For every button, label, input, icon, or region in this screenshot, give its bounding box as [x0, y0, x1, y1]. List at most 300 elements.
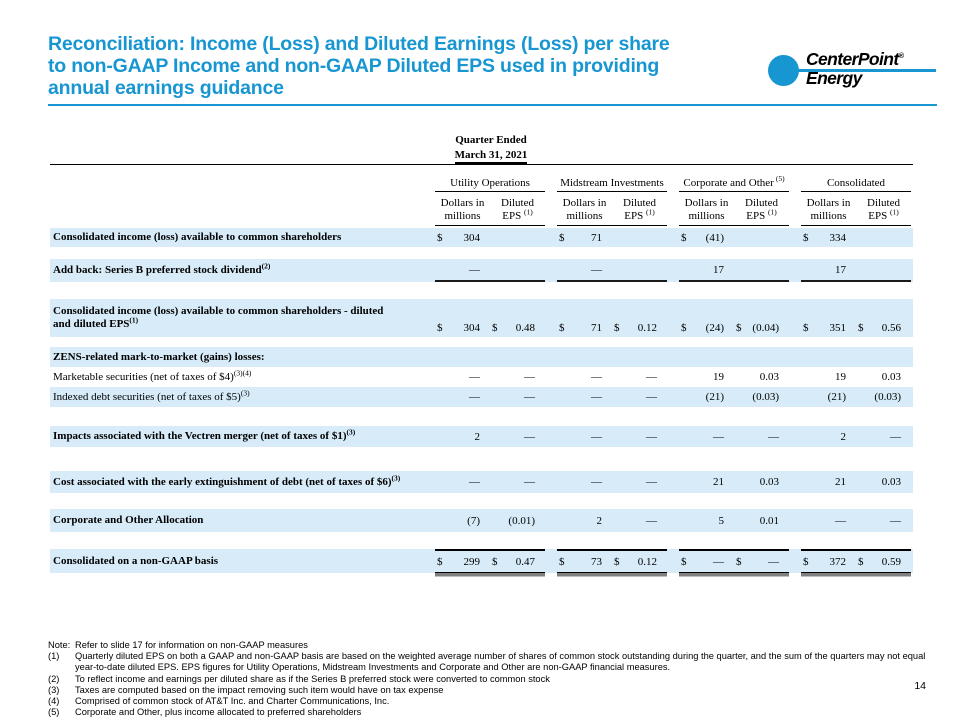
eps-header-sup: (1) [889, 207, 899, 217]
table-cell [557, 299, 612, 337]
footnote-number: (5) [48, 707, 60, 718]
value-group [801, 299, 911, 337]
table-cell [612, 228, 667, 247]
cell-value: (41) [705, 231, 724, 244]
footnote-number: (4) [48, 696, 60, 707]
column-group-header-row [435, 174, 913, 192]
table-cell [856, 387, 911, 407]
table-cell [801, 387, 856, 407]
header-divider [48, 104, 937, 106]
table-cell [801, 299, 856, 337]
cell-value: 0.56 [881, 322, 901, 334]
cell-value: 0.03 [881, 476, 901, 488]
row-label [50, 259, 435, 282]
footnote-text: Quarterly diluted EPS on both a GAAP and non-GAAP basis are based on the weighted average number of shares of common stock outstanding during the quarter, and the sum of the quarters may not equal year-to-date diluted EPS. EPS figures for Utility Operations, Midstream Investments and Corporate and Other are non-GAAP financial measures. [75, 651, 926, 673]
cell-value: — [646, 514, 657, 527]
value-group [557, 426, 667, 447]
eps-header-line1: Diluted [745, 197, 778, 209]
row-label-line1: Impacts associated with the Vectren merger (net of taxes of $1)$^{(3)}$ [53, 427, 356, 442]
table-cell [435, 426, 490, 447]
eps-header-line2: EPS $^{(1)}$ [624, 207, 655, 222]
row-label [50, 367, 435, 387]
cell-value: 0.48 [515, 322, 535, 334]
value-group [679, 347, 789, 367]
column-group-header [801, 177, 911, 192]
dollars-header-line1: Dollars in [562, 197, 607, 209]
table-cell [435, 259, 490, 280]
value-group [557, 509, 667, 532]
cell-value: — [469, 263, 480, 276]
table-cell [734, 228, 789, 247]
dollar-sign: $ [614, 555, 620, 568]
row-label-line2-sup: (1) [129, 315, 139, 325]
table-cell [801, 228, 856, 247]
table-row [50, 347, 913, 367]
value-group [435, 259, 545, 282]
footnote-item [48, 651, 936, 673]
cell-value: — [646, 476, 657, 488]
cell-value: (21) [827, 391, 846, 403]
dollars-header-line2: millions [566, 210, 603, 222]
table-cell [557, 259, 612, 280]
row-label-sup: (2) [261, 261, 271, 271]
row-label [50, 387, 435, 407]
value-group [435, 347, 545, 367]
cell-value: — [524, 371, 535, 383]
column-group-header [435, 177, 545, 192]
table-row [50, 367, 913, 387]
dollars-header-line2: millions [810, 210, 847, 222]
group-label: Consolidated [826, 177, 886, 189]
table-cell [734, 426, 789, 447]
table-cell [679, 551, 734, 572]
table-cell [490, 551, 545, 572]
value-group [557, 259, 667, 282]
dollar-sign: $ [492, 322, 498, 334]
title-line-2: to non-GAAP Income and non-GAAP Diluted EPS used in providing [48, 55, 660, 77]
row-label-sup: (3) [391, 472, 401, 482]
slide-title [48, 33, 808, 99]
value-group [557, 367, 667, 387]
table-cell [435, 509, 490, 532]
table-row [50, 228, 913, 247]
table-row [50, 426, 913, 447]
logo-wordmark [806, 50, 904, 87]
cell-value: 19 [835, 371, 846, 383]
eps-header-sup: (1) [523, 207, 533, 217]
cell-value: 19 [713, 371, 724, 383]
row-label [50, 347, 435, 367]
cell-value: — [469, 371, 480, 383]
footnote-text: To reflect income and earnings per diluted share as if the Series B preferred stock were converted to common stock [75, 673, 550, 684]
value-group [679, 299, 789, 337]
group-label: Midstream Investments [560, 177, 664, 189]
table-cell [679, 426, 734, 447]
table-body [50, 228, 913, 573]
table-cell [734, 347, 789, 367]
cell-value: — [591, 476, 602, 488]
eps-header-line1: Diluted [623, 197, 656, 209]
eps-column-header [856, 197, 911, 223]
value-group [679, 259, 789, 282]
column-group-header [679, 174, 789, 192]
table-cell [856, 509, 911, 532]
footnotes [48, 640, 936, 718]
cell-value: 0.47 [515, 555, 535, 568]
cell-value: — [524, 391, 535, 403]
cell-value: 0.01 [759, 514, 779, 527]
value-group [679, 549, 789, 573]
cell-value: 0.59 [881, 555, 901, 568]
eps-header-line2: EPS $^{(1)}$ [868, 207, 899, 222]
eps-header-sup: (1) [767, 207, 777, 217]
value-group [679, 387, 789, 407]
value-group [557, 471, 667, 493]
table-cell [435, 367, 490, 387]
row-label [50, 426, 435, 447]
cell-value: — [713, 555, 724, 568]
footnote-note [48, 640, 936, 651]
row-label-line1: Consolidated income (loss) available to common shareholders [53, 231, 342, 243]
table-cell [856, 347, 911, 367]
value-group [801, 471, 911, 493]
value-group [801, 387, 911, 407]
cell-value: 71 [591, 322, 602, 334]
table-cell [856, 228, 911, 247]
cell-value: — [646, 391, 657, 403]
value-group [679, 367, 789, 387]
value-group [557, 299, 667, 337]
logo-name-bottom: Energy [806, 67, 862, 88]
dollar-sign: $ [681, 555, 687, 568]
table-cell [734, 471, 789, 493]
cell-value: — [890, 514, 901, 527]
cell-value: 372 [829, 555, 846, 568]
cell-value: — [469, 391, 480, 403]
dollars-header-line2: millions [688, 210, 725, 222]
column-group-header [557, 177, 667, 192]
period-header [435, 133, 547, 164]
value-group [557, 347, 667, 367]
table-cell [435, 347, 490, 367]
footnote-item [48, 674, 936, 685]
dollars-header-line1: Dollars in [806, 197, 851, 209]
cell-value: (0.04) [752, 322, 779, 334]
table-cell [612, 367, 667, 387]
footnote-text: Refer to slide 17 for information on non-GAAP measures [75, 640, 308, 650]
footnote-item [48, 685, 936, 696]
cell-value: — [646, 371, 657, 383]
value-group [679, 471, 789, 493]
value-group [557, 228, 667, 247]
cell-value: (21) [705, 391, 724, 403]
table-row [50, 387, 913, 407]
dollar-sign: $ [736, 555, 742, 568]
cell-value: — [768, 555, 779, 568]
table-cell [801, 471, 856, 493]
table-cell [435, 228, 490, 247]
dollar-sign: $ [736, 322, 742, 334]
table-cell [734, 367, 789, 387]
table-cell [557, 387, 612, 407]
table-cell [801, 551, 856, 572]
table-cell [490, 387, 545, 407]
cell-value: 0.03 [759, 371, 779, 383]
dollar-sign: $ [858, 555, 864, 568]
cell-value: (7) [467, 514, 480, 527]
cell-value: 299 [463, 555, 480, 568]
table-cell [679, 367, 734, 387]
dollars-column-header [435, 197, 490, 223]
table-cell [679, 509, 734, 532]
cell-value: — [469, 476, 480, 488]
table-cell [557, 426, 612, 447]
value-group [557, 387, 667, 407]
subheader-group [557, 197, 667, 226]
table-cell [856, 299, 911, 337]
eps-column-header [612, 197, 667, 223]
cell-value: 0.12 [637, 555, 657, 568]
table-cell [679, 299, 734, 337]
cell-value: 304 [463, 322, 480, 334]
registered-mark: ® [898, 51, 904, 61]
subheader-group [801, 197, 911, 226]
table-row [50, 471, 913, 493]
eps-header-line1: Diluted [501, 197, 534, 209]
dollars-header-line2: millions [444, 210, 481, 222]
value-group [801, 347, 911, 367]
cell-value: — [524, 430, 535, 443]
dollar-sign: $ [858, 322, 864, 334]
table-cell [557, 367, 612, 387]
table-row [50, 549, 913, 573]
value-group [435, 387, 545, 407]
table-cell [490, 228, 545, 247]
row-label-line2: and diluted EPS$^{(1)}$ [53, 315, 139, 330]
value-group [679, 426, 789, 447]
value-group [435, 299, 545, 337]
value-group [801, 259, 911, 282]
row-label-line1: Corporate and Other Allocation [53, 514, 204, 526]
value-group [679, 228, 789, 247]
table-row [50, 259, 913, 282]
table-cell [490, 259, 545, 280]
cell-value: 0.03 [759, 476, 779, 488]
table-cell [557, 228, 612, 247]
group-label: Corporate and Other [683, 177, 774, 189]
dollars-column-header [557, 197, 612, 223]
cell-value: — [524, 476, 535, 488]
value-group [801, 426, 911, 447]
cell-value: — [591, 430, 602, 443]
cell-value: (24) [705, 322, 724, 334]
row-label [50, 549, 435, 573]
row-label-line1: Add back: Series B preferred stock dividend$^{(2)}$ [53, 261, 271, 276]
logo-name-top: CenterPoint® [806, 49, 904, 69]
table-cell [612, 259, 667, 280]
table-cell [490, 347, 545, 367]
table-cell [679, 471, 734, 493]
table-cell [490, 367, 545, 387]
cell-value: 2 [840, 430, 846, 443]
table-cell [612, 509, 667, 532]
cell-value: 334 [829, 231, 846, 244]
value-group [435, 228, 545, 247]
reconciliation-table [50, 128, 913, 573]
footnote-text: Taxes are computed based on the impact removing such item would have on tax expense [75, 684, 444, 695]
table-cell [856, 551, 911, 572]
group-label: Utility Operations [450, 177, 530, 189]
cell-value: — [591, 391, 602, 403]
table-cell [490, 299, 545, 337]
cell-value: 2 [596, 514, 602, 527]
cell-value: — [768, 430, 779, 443]
dollar-sign: $ [437, 231, 443, 244]
value-group [801, 367, 911, 387]
cell-value: — [835, 514, 846, 527]
centerpoint-logo [766, 49, 940, 93]
eps-header-line2: EPS $^{(1)}$ [746, 207, 777, 222]
row-label-line1: Cost associated with the early extinguishment of debt (net of taxes of $6)$^{(3)}$ [53, 472, 401, 488]
row-label-line1: Consolidated on a non-GAAP basis [53, 554, 219, 567]
table-cell [801, 259, 856, 280]
cell-value: 17 [713, 263, 724, 276]
dollar-sign: $ [803, 231, 809, 244]
dollars-column-header [679, 197, 734, 223]
table-cell [734, 509, 789, 532]
table-cell [679, 228, 734, 247]
value-group [557, 549, 667, 573]
footnote-item [48, 707, 936, 718]
cell-value: 0.12 [637, 322, 657, 334]
table-cell [734, 299, 789, 337]
dollar-sign: $ [803, 555, 809, 568]
table-cell [557, 551, 612, 572]
table-cell [612, 387, 667, 407]
row-label-line1: Marketable securities (net of taxes of $4)$^{(3)(4)}$ [53, 367, 252, 383]
table-cell [856, 259, 911, 280]
cell-value: 73 [591, 555, 602, 568]
dollar-sign: $ [614, 322, 620, 334]
table-cell [490, 426, 545, 447]
table-cell [612, 551, 667, 572]
value-group [435, 509, 545, 532]
table-cell [801, 367, 856, 387]
cell-value: 351 [829, 322, 846, 334]
dollar-sign: $ [559, 555, 565, 568]
table-cell [490, 471, 545, 493]
table-cell [557, 509, 612, 532]
value-group [679, 509, 789, 532]
table-cell [612, 299, 667, 337]
table-cell [801, 509, 856, 532]
value-group [801, 509, 911, 532]
value-group [435, 549, 545, 573]
dollar-sign: $ [559, 231, 565, 244]
row-label [50, 228, 435, 247]
cell-value: (0.03) [752, 391, 779, 403]
table-cell [734, 551, 789, 572]
row-label-sup: (3) [346, 427, 356, 437]
table-cell [679, 387, 734, 407]
table-row [50, 509, 913, 532]
cell-value: 5 [718, 514, 724, 527]
value-group [435, 426, 545, 447]
row-label [50, 299, 435, 337]
cell-value: (0.03) [874, 391, 901, 403]
value-group [801, 549, 911, 573]
cell-value: — [591, 263, 602, 276]
table-top-rule [50, 164, 913, 165]
dollar-sign: $ [492, 555, 498, 568]
period-line-1: Quarter Ended [455, 134, 527, 146]
footnote-text: Comprised of common stock of AT&T Inc. and Charter Communications, Inc. [75, 696, 390, 707]
subheader-group [679, 197, 789, 226]
row-label [50, 471, 435, 493]
period-line-2: March 31, 2021 [455, 148, 528, 165]
value-group [435, 471, 545, 493]
value-group [801, 228, 911, 247]
column-subheader-row [435, 197, 913, 226]
cell-value: — [646, 430, 657, 443]
footnote-number: (1) [48, 651, 60, 662]
dollars-header-line1: Dollars in [440, 197, 485, 209]
row-label-line1: Consolidated income (loss) available to common shareholders - diluted [53, 305, 384, 317]
cell-value: 2 [474, 430, 480, 443]
row-label [50, 509, 435, 532]
value-group [435, 367, 545, 387]
table-cell [856, 367, 911, 387]
cell-value: 21 [835, 476, 846, 488]
dollar-sign: $ [559, 322, 565, 334]
page-number: 14 [914, 680, 926, 692]
eps-header-sup: (1) [645, 207, 655, 217]
table-cell [612, 347, 667, 367]
title-line-1: Reconciliation: Income (Loss) and Diluted Earnings (Loss) per share [48, 33, 670, 55]
group-label-sup: (5) [775, 174, 785, 184]
eps-header-line1: Diluted [867, 197, 900, 209]
footnote-number: Note: [48, 640, 71, 650]
table-cell [557, 347, 612, 367]
table-cell [679, 259, 734, 280]
dollar-sign: $ [803, 322, 809, 334]
dollar-sign: $ [437, 322, 443, 334]
footnote-number: (2) [48, 673, 60, 684]
cell-value: 71 [591, 231, 602, 244]
table-cell [801, 347, 856, 367]
footnote-number: (3) [48, 684, 60, 695]
table-cell [490, 509, 545, 532]
dollar-sign: $ [437, 555, 443, 568]
cell-value: — [890, 430, 901, 443]
cell-value: 21 [713, 476, 724, 488]
table-cell [856, 471, 911, 493]
row-label-sup: (3) [240, 387, 250, 397]
cell-value: — [713, 430, 724, 443]
row-label-line1: ZENS-related mark-to-market (gains) losses: [53, 350, 265, 363]
table-cell [734, 387, 789, 407]
table-cell [801, 426, 856, 447]
footnote-item [48, 696, 936, 707]
table-row [50, 299, 913, 337]
table-cell [612, 471, 667, 493]
cell-value: 0.03 [881, 371, 901, 383]
subheader-group [435, 197, 545, 226]
table-cell [734, 259, 789, 280]
dollars-column-header [801, 197, 856, 223]
dollars-header-line1: Dollars in [684, 197, 729, 209]
eps-column-header [734, 197, 789, 223]
